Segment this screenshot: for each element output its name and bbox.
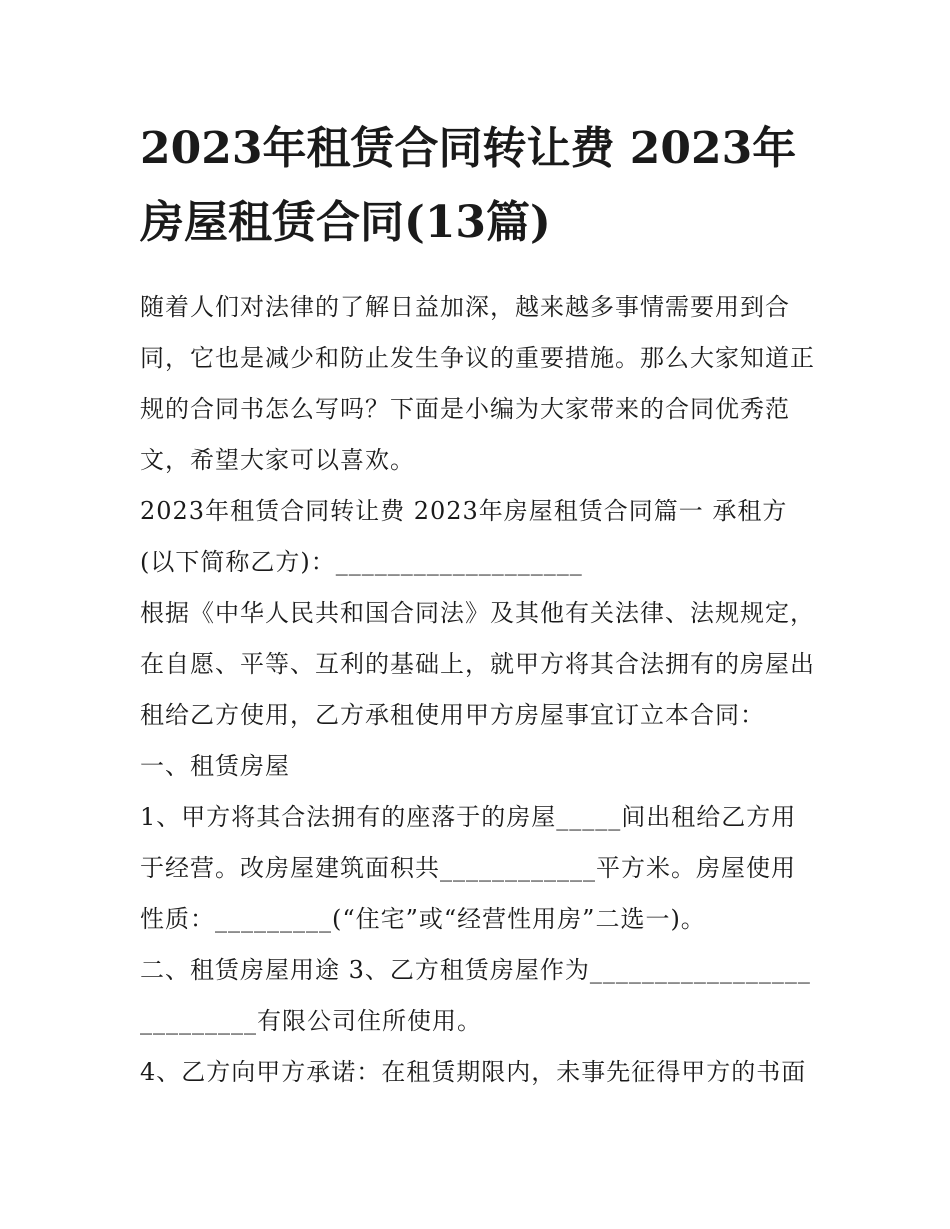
document-title: 2023年租赁合同转让费 2023年房屋租赁合同(13篇): [140, 123, 797, 248]
clause-1-paragraph: 1、甲方将其合法拥有的座落于的房屋_____间出租给乙方用于经营。改房屋建筑面积共____________平方米。房屋使用性质：_________(“住宅”或“经营性用房”二选一)。: [140, 803, 797, 933]
clause-heading-1: 一、租赁房屋: [140, 752, 290, 780]
section-heading-paragraph: 2023年租赁合同转让费 2023年房屋租赁合同篇一 承租方(以下简称乙方)：___________________: [140, 497, 788, 576]
intro-paragraph: 随着人们对法律的了解日益加深，越来越多事情需要用到合同，它也是减少和防止发生争议的重要措施。那么大家知道正规的合同书怎么写吗？下面是小编为大家带来的合同优秀范文，希望大家可以喜欢。: [140, 293, 815, 474]
clause-2-paragraph: 二、租赁房屋用途 3、乙方租赁房屋作为__________________________有限公司住所使用。: [140, 956, 811, 1035]
legal-basis-paragraph: 根据《中华人民共和国合同法》及其他有关法律、法规规定，在自愿、平等、互利的基础上，就甲方将其合法拥有的房屋出租给乙方使用，乙方承租使用甲方房屋事宜订立本合同：: [140, 599, 815, 729]
clause-4-paragraph: 4、乙方向甲方承诺：在租赁期限内，未事先征得甲方的书面: [140, 1058, 807, 1086]
document-body: [140, 282, 820, 1098]
